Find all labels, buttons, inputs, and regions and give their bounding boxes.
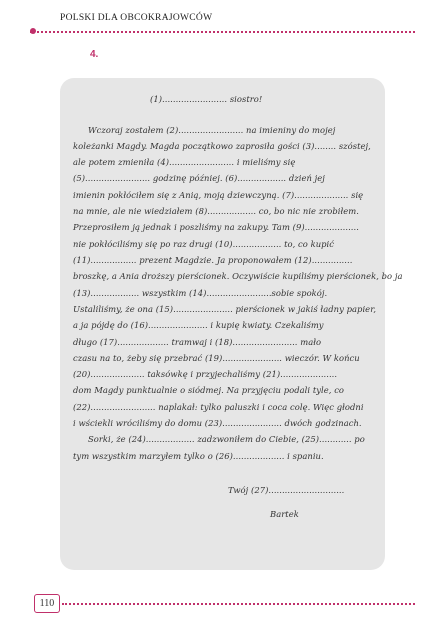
letter-line-7: na mnie, ale nie wiedziałem (8).................. co, bo nic nie zrobiłem. — [73, 206, 360, 216]
letter-signoff: Twój (27)............................ — [228, 485, 345, 495]
letter-line-12: (13).................. wszystkim (14)........................sobie spokój. — [73, 288, 328, 298]
letter-line-18: dom Magdy punktualnie o siódmej. Na przyjęciu podali tyle, co — [73, 385, 345, 395]
letter-line-4: ale potem zmieniła (4)........................ i mieliśmy się — [73, 157, 296, 167]
letter-line-3: koleżanki Magdy. Magda początkowo zaprosiła gości (3)........ szóstej, — [73, 141, 371, 151]
letter-signature: Bartek — [270, 509, 299, 519]
letter-line-10: (11)................. prezent Magdzie. Ja proponowałem (12)............... — [73, 255, 353, 265]
header-title: POLSKI DLA OBCOKRAJOWCÓW — [60, 13, 213, 23]
letter-line-1: (1)........................ siostro! — [150, 94, 263, 104]
header-dotted-rule — [30, 31, 415, 33]
letter-line-9: nie pokłóciliśmy się po raz drugi (10).................. to, co kupić — [73, 239, 335, 249]
letter-line-21: Sorki, że (24).................. zadzwoniłem do Ciebie, (25)............ po — [88, 434, 365, 444]
letter-line-8: Przeprosiłem ją jednak i poszliśmy na zakupy. Tam (9).................... — [73, 222, 359, 232]
letter-line-17: (20).................... taksówkę i przyjechaliśmy (21)..................... — [73, 369, 338, 379]
letter-line-6: imienin pokłóciłem się z Anią, moją dziewczyną. (7).................... się — [73, 190, 364, 200]
letter-line-22: tym wszystkim marzyłem tylko o (26)................... i spaniu. — [73, 451, 324, 461]
exercise-number: 4. — [90, 49, 99, 60]
letter-line-20: i wściekli wróciliśmy do domu (23)...................... dwóch godzinach. — [73, 418, 362, 428]
letter-line-14: a ja pójdę do (16)...................... i kupię kwiaty. Czekaliśmy — [73, 320, 324, 330]
letter-line-2: Wczoraj zostałem (2)........................ na imieniny do mojej — [88, 125, 336, 135]
letter-line-11: broszkę, a Ania droższy pierścionek. Oczywiście kupiliśmy pierścionek, bo ja — [73, 271, 403, 281]
page-number: 110 — [34, 594, 60, 613]
letter-line-19: (22)........................ naplakał: tylko paluszki i coca colę. Więc głodni — [73, 402, 364, 412]
letter-line-13: Ustaliliśmy, że ona (15)...................... pierścionek w jakiś ładny papier, — [73, 304, 377, 314]
letter-line-15: długo (17)................... tramwaj i (18)........................ mało — [73, 337, 322, 347]
footer-dotted-rule — [62, 603, 415, 605]
letter-line-16: czasu na to, żeby się przebrać (19)...................... wieczór. W końcu — [73, 353, 360, 363]
letter-line-5: (5)........................ godzinę później. (6).................. dzień jej — [73, 173, 325, 183]
